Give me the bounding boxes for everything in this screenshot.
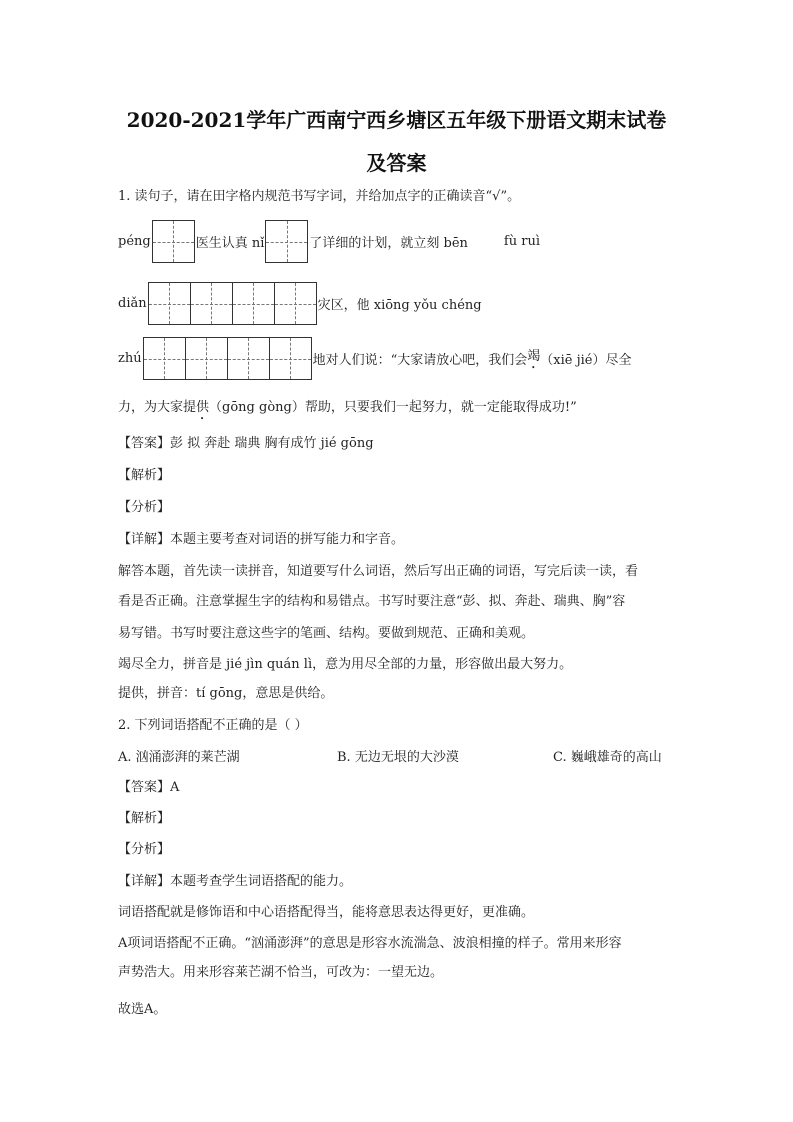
analysis-label: 【解析】 xyxy=(118,811,171,826)
sentence-text: 灾区，他 xiōng yǒu chéng xyxy=(317,298,482,313)
explanation-line: 竭尽全力，拼音是 jié jìn quán lì，意为用尽全部的力量，形容做出最大努力。 xyxy=(118,657,573,672)
analysis-sub-label: 【分析】 xyxy=(118,500,171,515)
sentence-text: 医生认真 nǐ xyxy=(195,236,265,251)
sentence-text: 力，为大家提 xyxy=(118,400,197,415)
analysis-sub-label: 【分析】 xyxy=(118,842,171,857)
question-1-row-1 xyxy=(118,220,540,263)
sentence-text: （xiē jié）尽全 xyxy=(540,353,632,368)
dotted-character: 竭 xyxy=(527,349,541,364)
answer: 【答案】A xyxy=(118,780,180,795)
sentence-text: 地对人们说：“大家请放心吧，我们会 xyxy=(312,353,528,368)
sentence-text: 了详细的计划，就立刻 bēn xyxy=(309,236,468,251)
sentence-text: （gōng gòng）帮助，只要我们一起努力，就一定能取得成功!” xyxy=(209,400,577,415)
option-c: C. 巍峨雄奇的高山 xyxy=(553,750,662,765)
explanation-line: 词语搭配就是修饰语和中心语搭配得当，能将意思表达得更好，更准确。 xyxy=(118,905,535,920)
question-2-heading: 2. 下列词语搭配不正确的是（ ） xyxy=(118,718,308,733)
explanation-line: 提供，拼音：tí gōng，意思是供给。 xyxy=(118,686,334,701)
tianzige-box[interactable] xyxy=(265,220,308,263)
tianzige-box[interactable] xyxy=(190,282,233,325)
explanation-line: 易写错。书写时要注意这些字的笔画、结构。要做到规范、正确和美观。 xyxy=(118,626,535,641)
question-1-row-4 xyxy=(118,398,577,423)
explanation-line: 解答本题，首先读一读拼音，知道要写什么词语，然后写出正确的词语，写完后读一读，看 xyxy=(118,564,639,579)
pinyin: diǎn xyxy=(118,296,147,311)
tianzige-box[interactable] xyxy=(185,337,228,380)
option-b: B. 无边无垠的大沙漠 xyxy=(337,750,459,765)
explanation-line: 故选A。 xyxy=(118,1002,167,1017)
document-title: 2020-2021学年广西南宁西乡塘区五年级下册语文期末试卷 xyxy=(126,108,667,132)
tianzige-grid[interactable] xyxy=(152,220,194,263)
tianzige-box[interactable] xyxy=(227,337,270,380)
answer: 【答案】彭 拟 奔赴 瑞典 胸有成竹 jié gōng xyxy=(118,436,374,451)
document-title-line2: 及答案 xyxy=(366,151,427,175)
analysis-label: 【解析】 xyxy=(118,468,171,483)
tianzige-box[interactable] xyxy=(269,337,312,380)
tianzige-grid[interactable] xyxy=(143,337,311,380)
tianzige-box[interactable] xyxy=(274,282,317,325)
tianzige-box[interactable] xyxy=(143,337,186,380)
pinyin: fù ruì xyxy=(503,234,540,249)
tianzige-box[interactable] xyxy=(152,220,195,263)
explanation-line: A项词语搭配不正确。“汹涌澎湃”的意思是形容水流湍急、波浪相撞的样子。常用来形容 xyxy=(118,936,622,951)
tianzige-grid[interactable] xyxy=(265,220,307,263)
tianzige-box[interactable] xyxy=(148,282,191,325)
question-1-heading: 1. 读句子，请在田字格内规范书写字词，并给加点字的正确读音“√”。 xyxy=(118,189,521,204)
dotted-character: 供 xyxy=(196,400,210,415)
pinyin: péng xyxy=(118,234,151,249)
question-1-row-3 xyxy=(118,337,631,380)
pinyin: zhú xyxy=(118,351,142,366)
explanation-line: 看是否正确。注意掌握生字的结构和易错点。书写时要注意“彭、拟、奔赴、瑞典、胸”容 xyxy=(118,594,626,609)
tianzige-box[interactable] xyxy=(232,282,275,325)
question-1-row-2 xyxy=(118,282,482,325)
detailed-explanation: 【详解】本题主要考查对词语的拼写能力和字音。 xyxy=(118,532,405,547)
explanation-line: 声势浩大。用来形容莱芒湖不恰当，可改为：一望无边。 xyxy=(118,965,444,980)
tianzige-grid[interactable] xyxy=(148,282,316,325)
option-a: A. 汹涌澎湃的莱芒湖 xyxy=(118,750,240,765)
detailed-explanation: 【详解】本题考查学生词语搭配的能力。 xyxy=(118,874,353,889)
